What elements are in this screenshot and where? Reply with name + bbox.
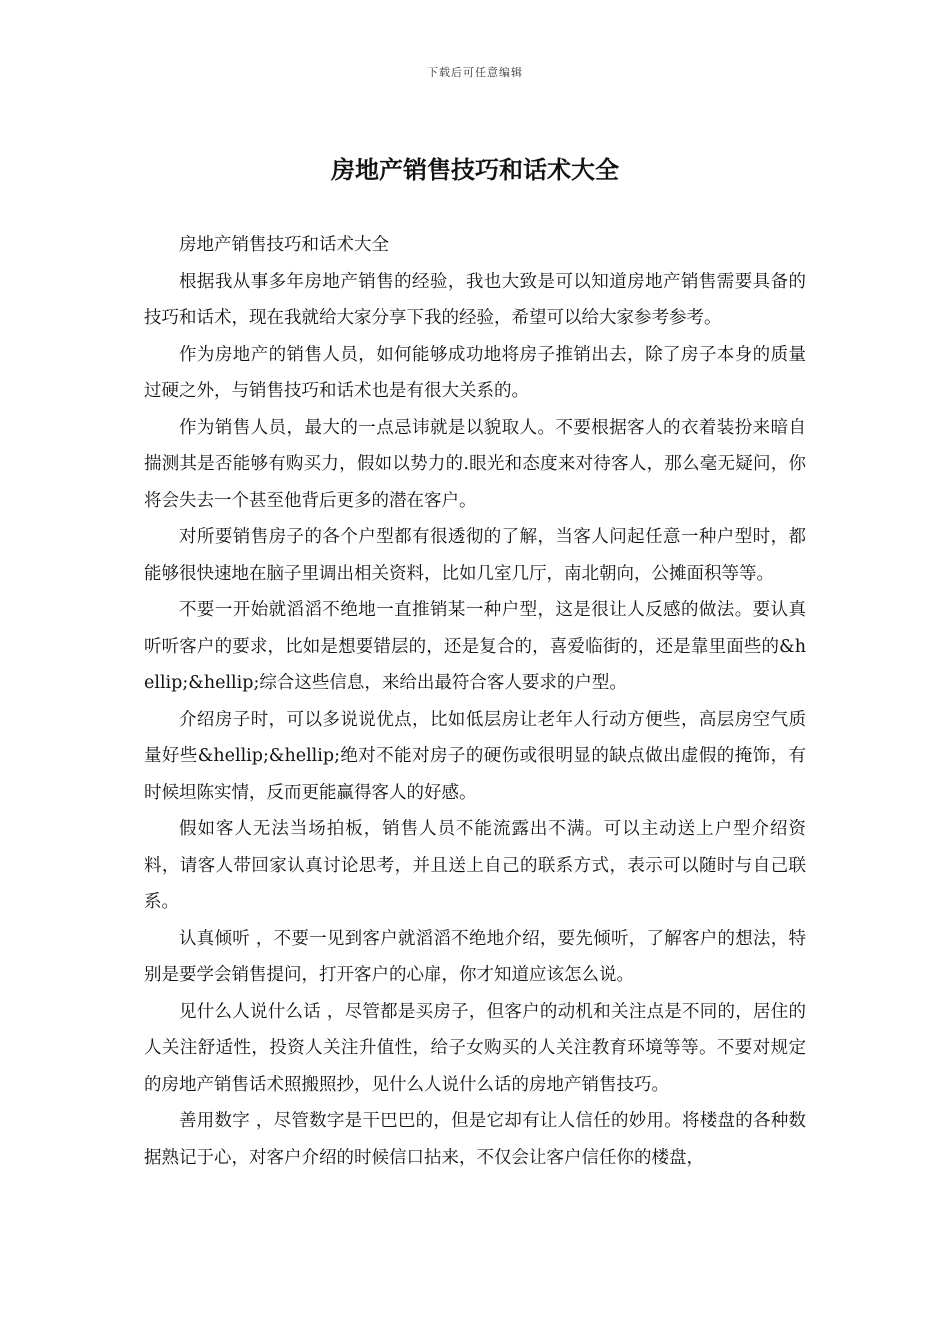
paragraph: 认真倾听 ，不要一见到客户就滔滔不绝地介绍，要先倾听，了解客户的想法，特别是要学会销售提问，打开客户的心扉，你才知道应该怎么说。 bbox=[144, 928, 806, 985]
paragraph: 善用数字 ，尽管数字是干巴巴的，但是它却有让人信任的妙用。将楼盘的各种数据熟记于心，对客户介绍的时候信口拈来，不仅会让客户信任你的楼盘， bbox=[144, 1111, 806, 1168]
paragraph: 假如客人无法当场拍板，销售人员不能流露出不满。可以主动送上户型介绍资料，请客人带回家认真讨论思考，并且送上自己的联系方式，表示可以随时与自己联系。 bbox=[144, 819, 806, 912]
paragraph: 对所要销售房子的各个户型都有很透彻的了解，当客人问起任意一种户型时，都能够很快速地在脑子里调出相关资料，比如几室几厅，南北朝向，公摊面积等等。 bbox=[144, 527, 806, 584]
paragraph: 房地产销售技巧和话术大全 bbox=[179, 235, 389, 255]
paragraph: 见什么人说什么话 ，尽管都是买房子，但客户的动机和关注点是不同的，居住的人关注舒适性，投资人关注升值性，给子女购买的人关注教育环境等等。不要对规定的房地产销售话术照搬照抄，见什么人说什么话的房地产销售技巧。 bbox=[144, 1001, 806, 1095]
paragraph: 不要一开始就滔滔不绝地一直推销某一种户型，这是很让人反感的做法。要认真听听客户的要求，比如是想要错层的，还是复合的，喜爱临街的，还是靠里面些的&hellip;&hellip;综合这些信息，来给出最符合客人要求的户型。 bbox=[144, 600, 806, 693]
document-title: 房地产销售技巧和话术大全 bbox=[331, 156, 619, 184]
document-body bbox=[144, 227, 806, 1176]
paragraph: 作为房地产的销售人员，如何能够成功地将房子推销出去，除了房子本身的质量过硬之外，与销售技巧和话术也是有很大关系的。 bbox=[144, 344, 806, 401]
paragraph: 根据我从事多年房地产销售的经验，我也大致是可以知道房地产销售需要具备的技巧和话术，现在我就给大家分享下我的经验，希望可以给大家参考参考。 bbox=[144, 271, 806, 328]
paragraph: 介绍房子时，可以多说说优点，比如低层房让老年人行动方便些，高层房空气质量好些&hellip;&hellip;绝对不能对房子的硬伤或很明显的缺点做出虚假的掩饰，有时候坦陈实情，反而更能赢得客人的好感。 bbox=[144, 709, 806, 803]
header-note: 下载后可任意编辑 bbox=[427, 66, 523, 79]
paragraph: 作为销售人员，最大的一点忌讳就是以貌取人。不要根据客人的衣着装扮来暗自揣测其是否能够有购买力，假如以势力的.眼光和态度来对待客人，那么毫无疑问，你将会失去一个甚至他背后更多的潜在客户。 bbox=[144, 417, 806, 511]
